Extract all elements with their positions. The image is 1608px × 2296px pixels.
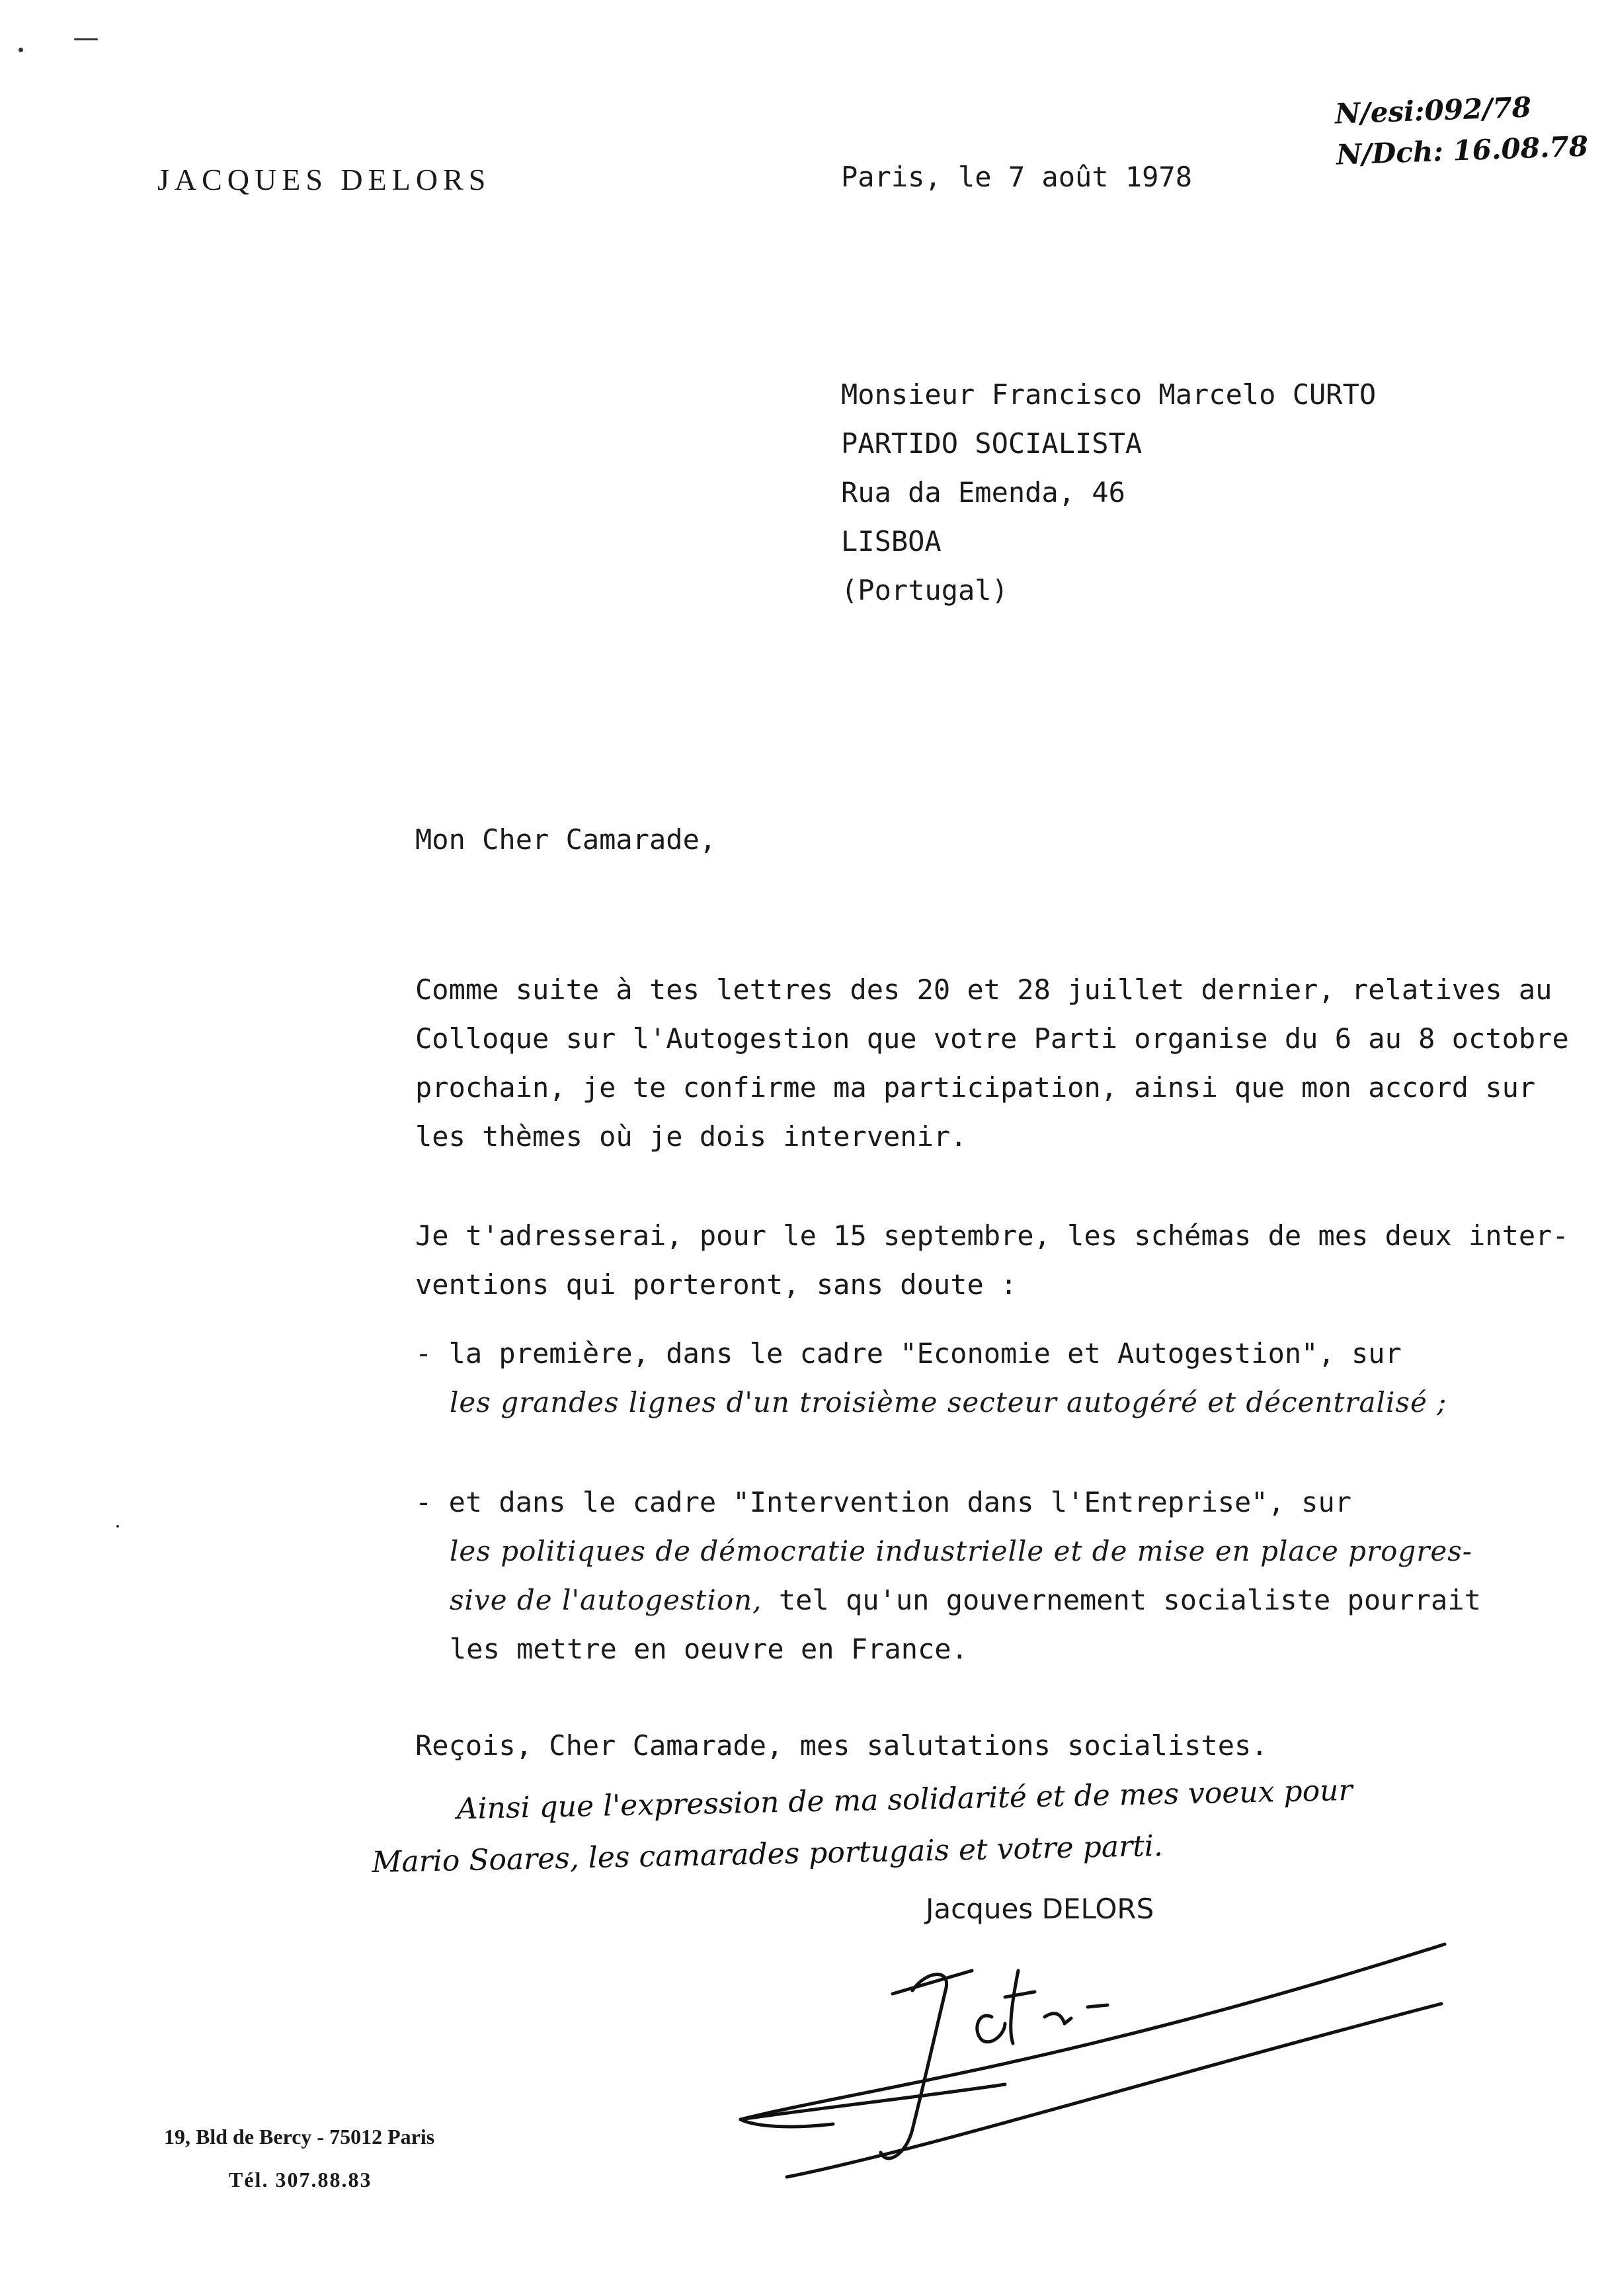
paragraph-line: Comme suite à tes lettres des 20 et 28 juillet dernier, relatives au xyxy=(415,973,1552,1006)
reference-stamp-line1: N/esi:092/78 xyxy=(1334,91,1532,130)
paragraph-line: Colloque sur l'Autogestion que votre Parti organise du 6 au 8 octobre xyxy=(415,1022,1569,1055)
scan-speck xyxy=(74,38,98,40)
bullet-topic: les politiques de démocratie industrielle et de mise en place progres- xyxy=(450,1535,1472,1567)
footer-phone: Tél. 307.88.83 xyxy=(229,2168,372,2192)
handwritten-postscript xyxy=(370,1765,1354,1889)
scan-speck xyxy=(116,1525,119,1528)
addressee-city: LISBOA xyxy=(841,525,942,557)
bullet-entreprise xyxy=(415,1478,1579,1674)
paragraph-schedule xyxy=(415,1211,1579,1309)
signatory-name: Jacques DELORS xyxy=(926,1893,1154,1925)
postscript-line: Mario Soares, les camarades portugais et votre parti. xyxy=(371,1828,1164,1879)
date-line: Paris, le 7 août 1978 xyxy=(841,161,1193,193)
bullet-topic-last: les mettre en oeuvre en France. xyxy=(450,1633,968,1665)
footer-address: 19, Bld de Bercy - 75012 Paris xyxy=(164,2125,435,2149)
bullet-topic-end: sive de l'autogestion, xyxy=(450,1584,762,1616)
salutation: Mon Cher Camarade, xyxy=(415,823,717,856)
bullet-intro: - la première, dans le cadre "Economie et Autogestion", sur xyxy=(415,1337,1402,1370)
bullet-intro: - et dans le cadre "Intervention dans l'Entreprise", sur xyxy=(415,1486,1352,1518)
paragraph-confirmation xyxy=(415,965,1579,1161)
handwritten-signature xyxy=(727,1931,1468,2195)
reference-stamp-line2: N/Dch: 16.08.78 xyxy=(1336,130,1589,171)
scan-speck xyxy=(19,48,23,52)
bullet-topic-rest: tel qu'un gouvernement socialiste pourrait xyxy=(762,1584,1481,1616)
addressee-block xyxy=(841,370,1376,615)
addressee-name: Monsieur Francisco Marcelo CURTO xyxy=(841,378,1377,411)
bullet-topic: les grandes lignes d'un troisième secteur autogéré et décentralisé ; xyxy=(450,1386,1447,1418)
paragraph-line: Je t'adresserai, pour le 15 septembre, les schémas de mes deux inter- xyxy=(415,1219,1569,1252)
addressee-street: Rua da Emenda, 46 xyxy=(841,476,1125,509)
paragraph-line: les thèmes où je dois intervenir. xyxy=(415,1120,967,1153)
bullet-economie xyxy=(415,1329,1579,1427)
paragraph-line: prochain, je te confirme ma participation, ainsi que mon accord sur xyxy=(415,1071,1536,1104)
paragraph-line: ventions qui porteront, sans doute : xyxy=(415,1268,1018,1301)
reference-stamp xyxy=(1334,85,1589,175)
letterhead-name: JACQUES DELORS xyxy=(157,163,491,196)
addressee-country: (Portugal) xyxy=(841,574,1008,606)
closing-line: Reçois, Cher Camarade, mes salutations socialistes. xyxy=(415,1729,1268,1762)
postscript-line: Ainsi que l'expression de ma solidarité et de mes voeux pour xyxy=(456,1773,1353,1826)
addressee-organization: PARTIDO SOCIALISTA xyxy=(841,427,1143,460)
bullet-topic-continued xyxy=(415,1576,1579,1625)
